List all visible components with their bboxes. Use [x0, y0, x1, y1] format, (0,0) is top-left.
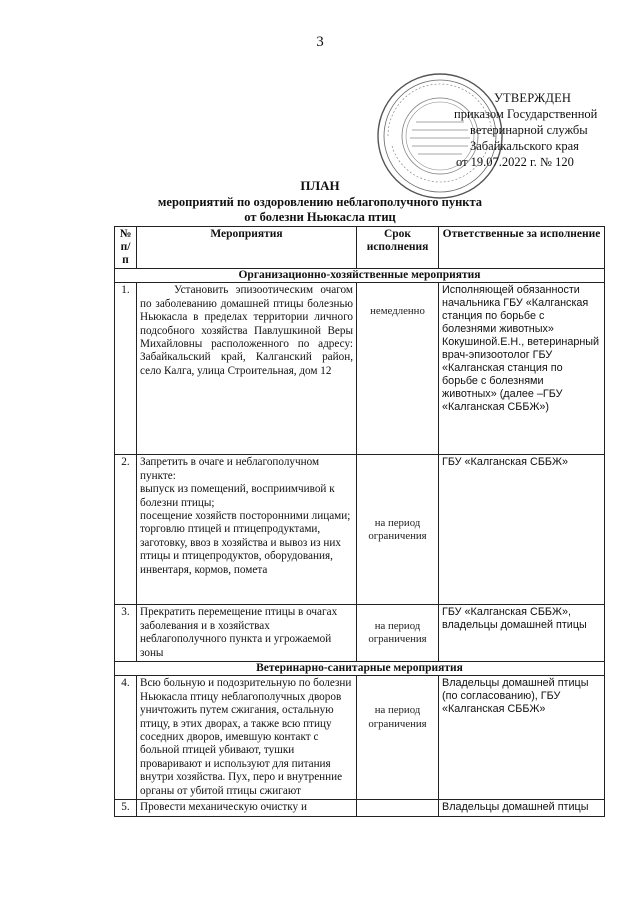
- row-number: 5.: [115, 800, 137, 816]
- row-responsible: Владельцы домашней птицы (по согласованию), ГБУ «Калганская СББЖ»: [439, 676, 605, 800]
- header-responsible: Ответственные за исполнение: [439, 227, 605, 269]
- section-title: Ветеринарно-санитарные мероприятия: [115, 662, 605, 676]
- row-number: 4.: [115, 676, 137, 800]
- row-responsible: Исполняющей обязанности начальника ГБУ «Калганская станция по борьбе с болезнями животных» Кокушиной.Е.Н., ветеринарный врач-эпизоотолог ГБУ «Калганская станция по борьбе с болезнями животных» (далее –ГБУ «Калганская СББЖ»): [439, 283, 605, 455]
- row-number: 1.: [115, 283, 137, 455]
- row-term: на период ограничения: [357, 455, 439, 605]
- header-measures: Мероприятия: [137, 227, 357, 269]
- table-row: [115, 800, 605, 816]
- approval-title: УТВЕРЖДЕН: [494, 91, 572, 105]
- row-measure: Установить эпизоотическим очагом по заболеванию домашней птицы болезнью Ньюкасла в пределах территории личного подсобного хозяйства Павлушкиной Веры Михайловны расположенного по адресу: Забайкальский край, Калганский район, село Калга, улица Строительная, дом 12: [137, 283, 357, 455]
- section-row: [115, 662, 605, 676]
- row-measure: Запретить в очаге и неблагополучном пункте: выпуск из помещений, восприимчивой к болезни птицы; посещение хозяйств посторонними лицами; торговлю птицей и птицепродуктами, заготовку, ввоз в хозяйства и вывоз из них птицы и птицепродуктов, оборудования, инвентаря, кормов, помета: [137, 455, 357, 605]
- table-header-row: [115, 227, 605, 269]
- row-responsible: ГБУ «Калганская СББЖ»: [439, 455, 605, 605]
- row-term: немедленно: [357, 283, 439, 455]
- approval-block: [446, 90, 636, 170]
- plan-title: ПЛАН: [300, 178, 340, 193]
- row-term: на период ограничения: [357, 605, 439, 662]
- approval-line: ветеринарной службы: [470, 123, 588, 137]
- table-row: [115, 605, 605, 662]
- measures-table: [114, 226, 605, 817]
- table-row: [115, 676, 605, 800]
- row-term: на период ограничения: [357, 676, 439, 800]
- page-number: 3: [316, 34, 324, 50]
- approval-line: Забайкальского края: [470, 139, 579, 153]
- row-number: 2.: [115, 455, 137, 605]
- plan-heading: [0, 178, 640, 225]
- plan-subtitle: от болезни Ньюкасла птиц: [244, 210, 396, 224]
- approval-date: от 19.07.2022 г. № 120: [456, 155, 574, 169]
- table-row: [115, 455, 605, 605]
- row-measure: Прекратить перемещение птицы в очагах заболевания и в хозяйствах неблагополучного пункта и угрожаемой зоны: [137, 605, 357, 662]
- row-term: [357, 800, 439, 816]
- table-row: [115, 283, 605, 455]
- section-row: [115, 269, 605, 283]
- row-measure: Всю больную и подозрительную по болезни Ньюкасла птицу неблагополучных дворов уничтожить путем сжигания, остальную птицу, в этих дворах, а также всю птицу соседних дворов, имевшую контакт с больной птицей убивают, тушки проваривают и используют для питания внутри хозяйства. Пух, перо и внутренние органы от убитой птицы сжигают: [137, 676, 357, 800]
- header-term: Срок исполнения: [357, 227, 439, 269]
- plan-subtitle: мероприятий по оздоровлению неблагополучного пункта: [157, 195, 483, 209]
- row-responsible: ГБУ «Калганская СББЖ», владельцы домашней птицы: [439, 605, 605, 662]
- row-number: 3.: [115, 605, 137, 662]
- approval-line: приказом Государственной: [454, 107, 598, 121]
- section-title: Организационно-хозяйственные мероприятия: [115, 269, 605, 283]
- row-responsible: Владельцы домашней птицы: [439, 800, 605, 816]
- row-measure: Провести механическую очистку и: [137, 800, 357, 816]
- header-number: № п/п: [115, 227, 137, 269]
